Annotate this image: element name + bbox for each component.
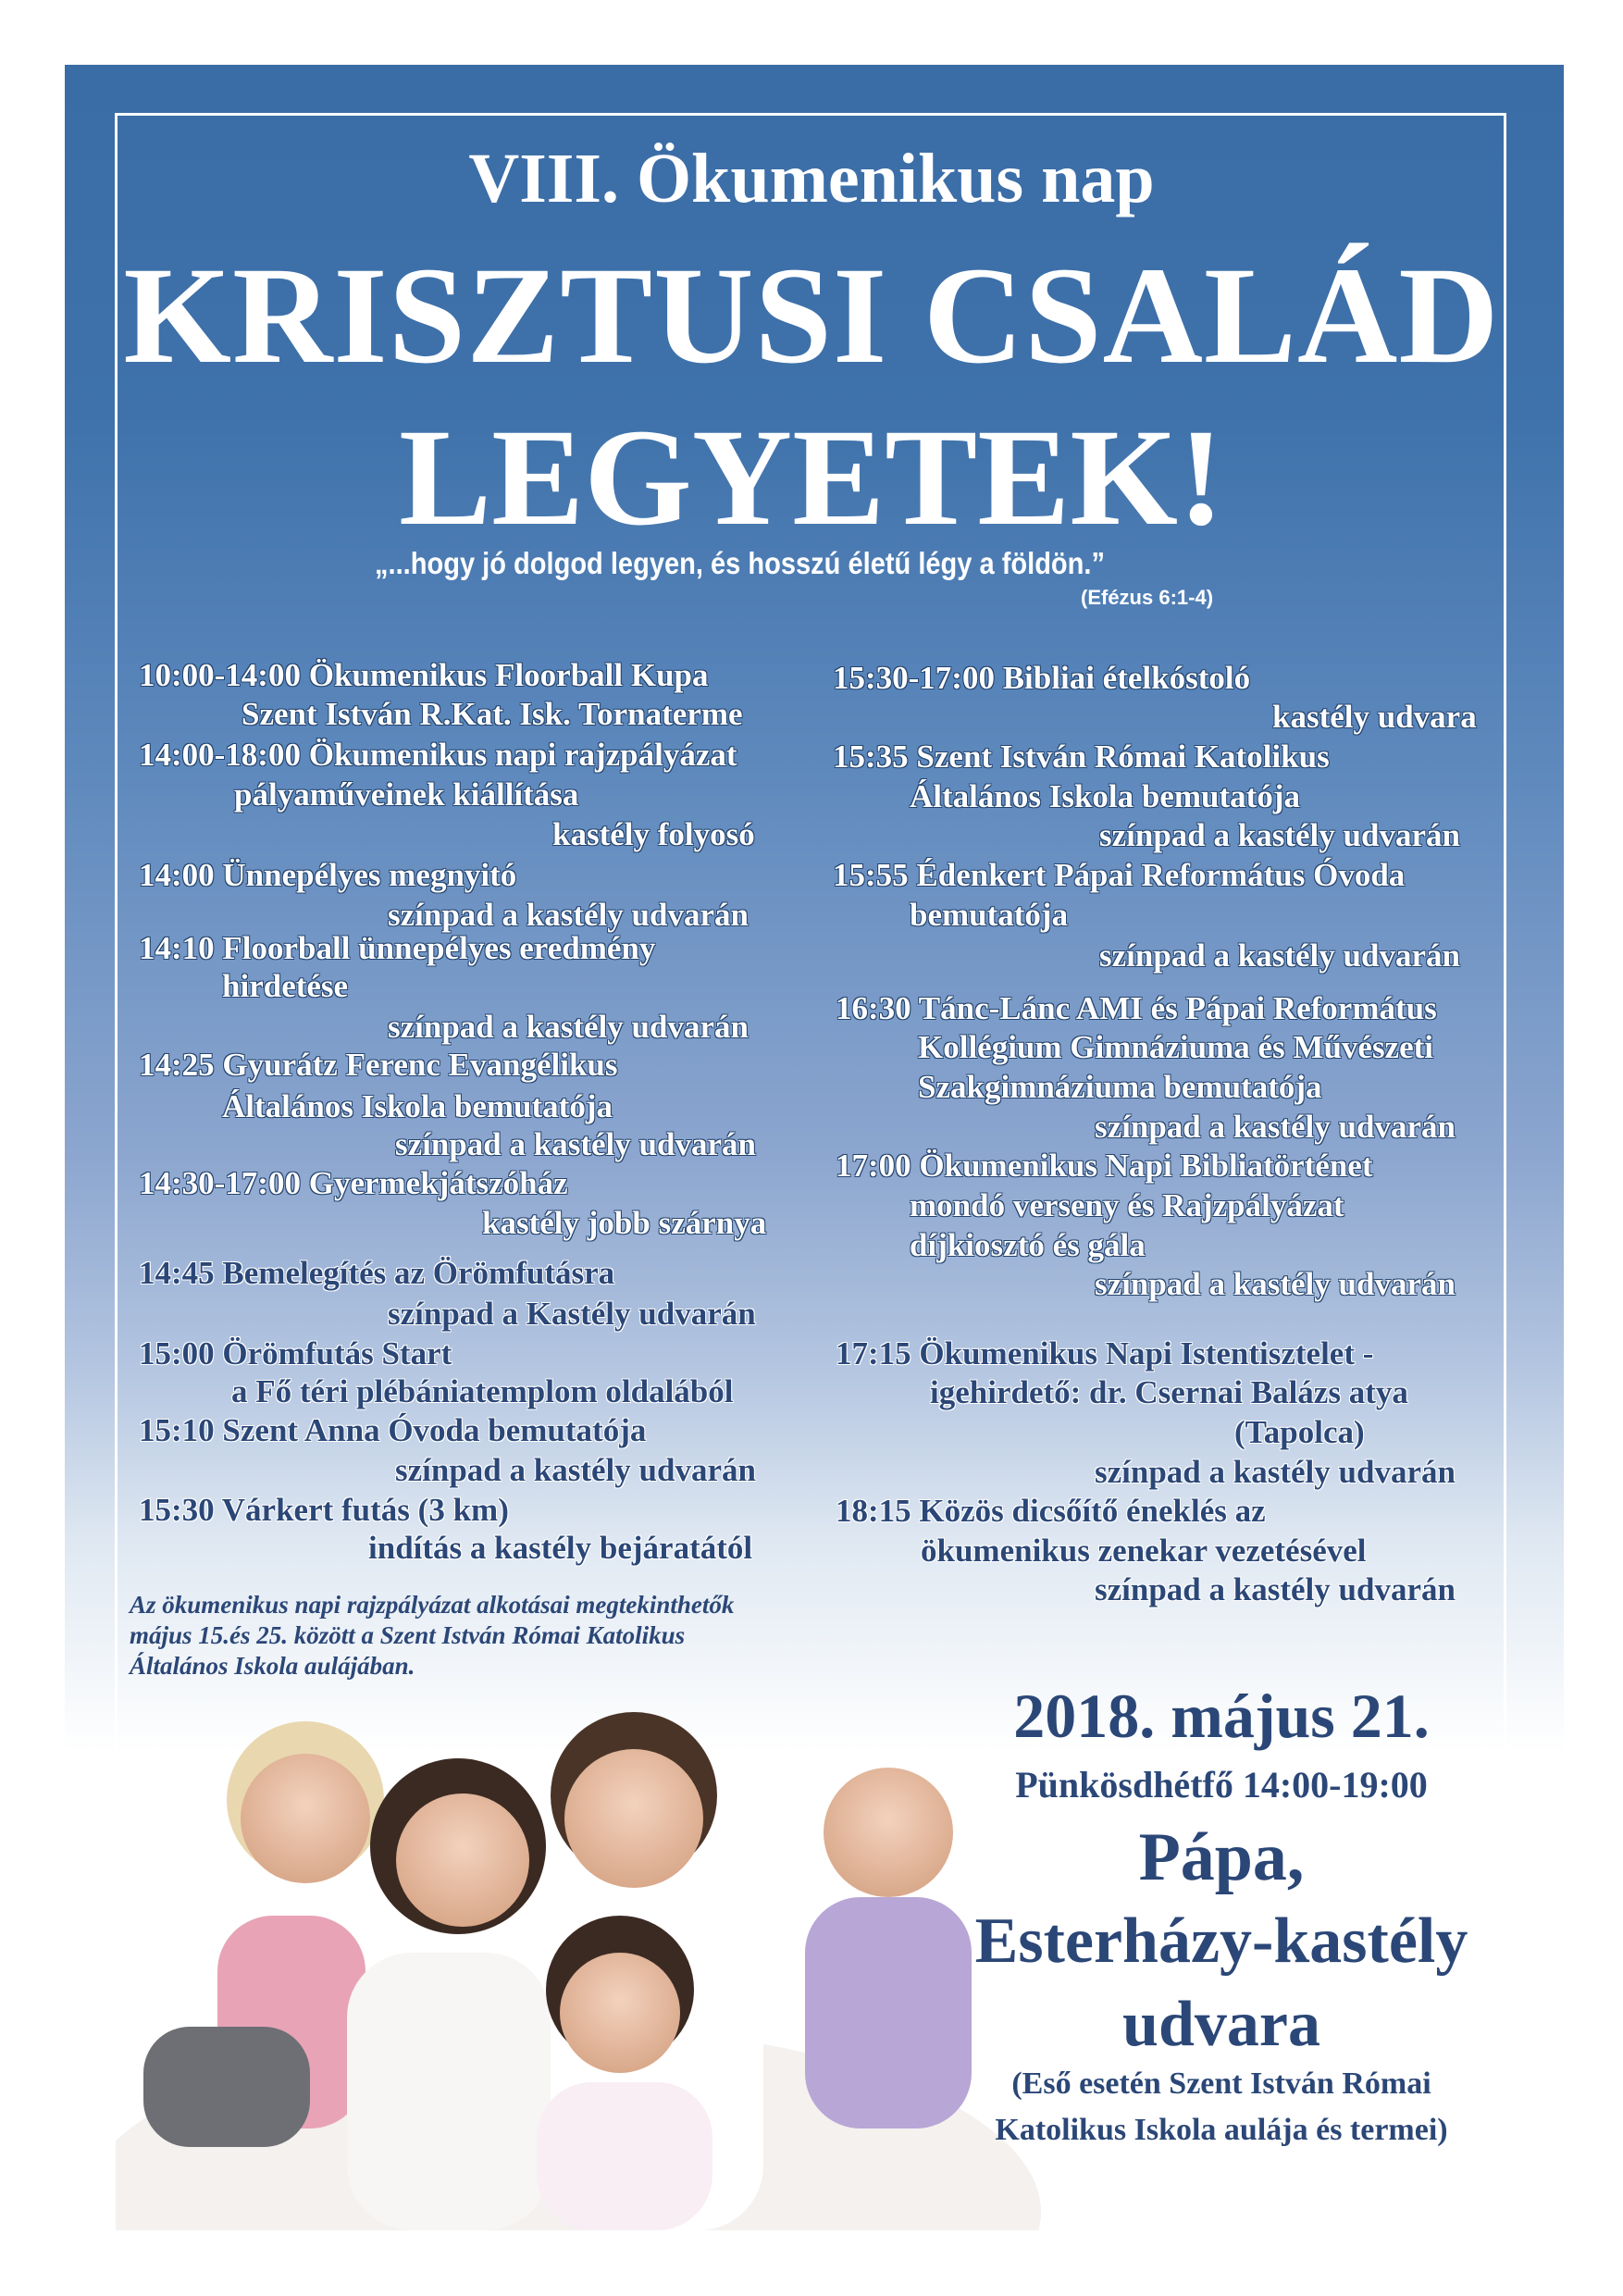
- family-photo: [116, 1694, 1041, 2230]
- schedule-line: 14:45 Bemelegítés az Örömfutásra: [139, 1255, 615, 1291]
- bible-quote: „...hogy jó dolgod legyen, és hosszú életű légy a földön.”: [375, 546, 1106, 580]
- title-line-1: KRISZTUSI CSALÁD: [123, 239, 1500, 392]
- schedule-line: hirdetése: [222, 968, 349, 1004]
- schedule-line: 17:00 Ökumenikus Napi Bibliatörténet: [836, 1148, 1373, 1184]
- schedule-line: díjkiosztó és gála: [910, 1227, 1146, 1263]
- note-line: május 15.és 25. között a Szent István Római Katolikus: [130, 1621, 686, 1649]
- schedule-line: Szakgimnáziuma bemutatója: [918, 1069, 1322, 1105]
- schedule-line: 14:00-18:00 Ökumenikus napi rajzpályázat: [139, 737, 737, 773]
- schedule-line: pályaműveinek kiállítása: [234, 776, 579, 813]
- event-venue-2: udvara: [1122, 1989, 1320, 2060]
- schedule-line: a Fő téri plébániatemplom oldalából: [231, 1373, 734, 1409]
- schedule-line: 14:25 Gyurátz Ferenc Evangélikus: [139, 1047, 618, 1083]
- schedule-line: színpad a kastély udvarán: [1095, 1109, 1456, 1145]
- schedule-line: Általános Iskola bemutatója: [222, 1088, 613, 1124]
- event-date: 2018. május 21.: [1013, 1681, 1430, 1751]
- event-time: Pünkösdhétfő 14:00-19:00: [1015, 1764, 1428, 1806]
- schedule-line: indítás a kastély bejáratától: [368, 1530, 753, 1566]
- title-line-2: LEGYETEK!: [399, 401, 1224, 554]
- schedule-line: ökumenikus zenekar vezetésével: [921, 1533, 1367, 1569]
- schedule-line: 17:15 Ökumenikus Napi Istentisztelet -: [836, 1335, 1374, 1371]
- schedule-line: 15:10 Szent Anna Óvoda bemutatója: [139, 1412, 647, 1448]
- schedule-line: színpad a kastély udvarán: [1095, 1266, 1456, 1302]
- schedule-line: 16:30 Tánc-Lánc AMI és Pápai Református: [836, 990, 1437, 1026]
- schedule-line: színpad a kastély udvarán: [1099, 817, 1460, 853]
- schedule-line: igehirdető: dr. Csernai Balázs atya: [930, 1374, 1408, 1410]
- exhibition-note: [130, 1590, 734, 1682]
- schedule-line: 15:55 Édenkert Pápai Református Óvoda: [833, 857, 1406, 893]
- schedule-line: színpad a kastély udvarán: [1095, 1454, 1456, 1490]
- schedule-line: kastély jobb szárnya: [482, 1205, 767, 1241]
- schedule-line: színpad a kastély udvarán: [1095, 1571, 1456, 1607]
- schedule-line: 14:00 Ünnepélyes megnyitó: [139, 857, 517, 893]
- note-line: Általános Iskola aulájában.: [130, 1652, 415, 1680]
- schedule-line: kastély udvara: [1272, 699, 1477, 735]
- schedule-line: (Tapolca): [1234, 1414, 1365, 1450]
- schedule-line: színpad a Kastély udvarán: [388, 1296, 756, 1332]
- schedule-line: bemutatója: [910, 897, 1069, 933]
- schedule-line: 15:00 Örömfutás Start: [139, 1335, 452, 1371]
- schedule-line: 15:35 Szent István Római Katolikus: [833, 738, 1330, 775]
- rain-note-2: Katolikus Iskola aulája és termei): [995, 2113, 1448, 2147]
- schedule-line: Általános Iskola bemutatója: [910, 778, 1300, 814]
- schedule-line: színpad a kastély udvarán: [1099, 937, 1460, 974]
- note-line: Az ökumenikus napi rajzpályázat alkotásai megtekinthetők: [130, 1591, 735, 1619]
- schedule-line: kastély folyosó: [552, 816, 755, 852]
- schedule-line: színpad a kastély udvarán: [395, 1126, 756, 1162]
- schedule-line: mondó verseny és Rajzpályázat: [910, 1187, 1344, 1223]
- schedule-line: színpad a kastély udvarán: [395, 1452, 756, 1488]
- schedule-line: Kollégium Gimnáziuma és Művészeti: [918, 1029, 1434, 1065]
- schedule-line: 15:30 Várkert futás (3 km): [139, 1492, 509, 1528]
- bible-reference: (Efézus 6:1-4): [1081, 586, 1214, 609]
- event-city: Pápa,: [1138, 1819, 1305, 1895]
- schedule-line: 14:30-17:00 Gyermekjátszóház: [139, 1165, 568, 1201]
- schedule-line: 10:00-14:00 Ökumenikus Floorball Kupa: [139, 657, 709, 693]
- schedule-line: 15:30-17:00 Bibliai ételkóstoló: [833, 660, 1251, 696]
- schedule-line: 18:15 Közös dicsőítő éneklés az: [836, 1493, 1266, 1529]
- rain-note-1: (Eső esetén Szent István Római: [1011, 2066, 1431, 2101]
- schedule-line: színpad a kastély udvarán: [388, 1009, 749, 1045]
- schedule-line: Szent István R.Kat. Isk. Tornaterme: [242, 696, 743, 732]
- event-subtitle: VIII. Ökumenikus nap: [468, 140, 1155, 217]
- schedule-line: színpad a kastély udvarán: [388, 897, 749, 933]
- event-venue: Esterházy-kastély: [974, 1905, 1468, 1977]
- schedule-line: 14:10 Floorball ünnepélyes eredmény: [139, 930, 656, 966]
